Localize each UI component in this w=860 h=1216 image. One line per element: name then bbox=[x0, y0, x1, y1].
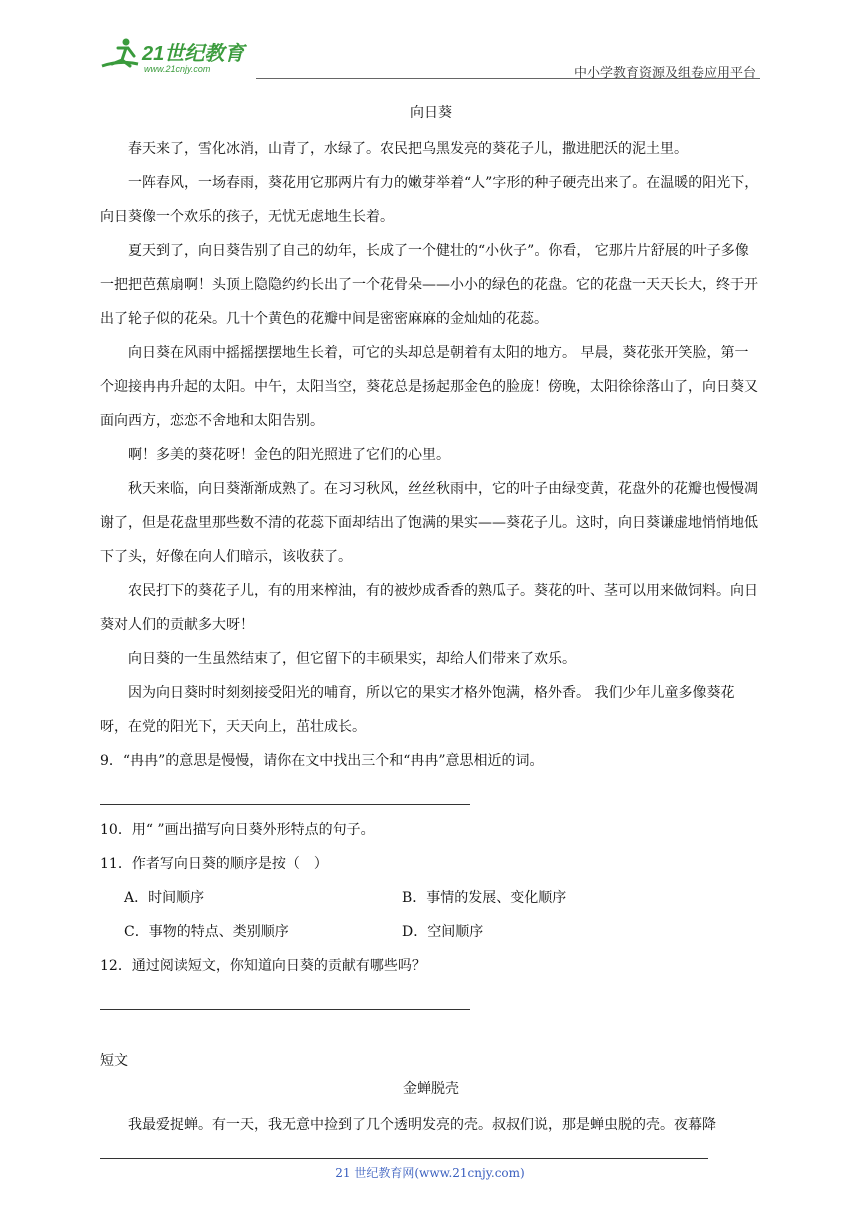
option-d[interactable]: D．空间顺序 bbox=[402, 924, 484, 940]
paragraph: 夏天到了，向日葵告别了自己的幼年，长成了一个健壮的“小伙子”。你看， 它那片片舒展的叶子多像一把把芭蕉扇啊！头顶上隐隐约约长出了一个花骨朵——小小的绿色的花盘。它的花盘一天天长大，终于开出了轮子似的花朵。几十个黄色的花瓣中间是密密麻麻的金灿灿的花蕊。 bbox=[100, 243, 758, 327]
paragraph: 春天来了，雪化冰消，山青了，水绿了。农民把乌黑发亮的葵花子儿，撒进肥沃的泥土里。 bbox=[128, 141, 688, 157]
passage-title-2: 金蝉脱壳 bbox=[403, 1081, 459, 1097]
footer-divider bbox=[100, 1158, 708, 1159]
question-12: 12．通过阅读短文，你知道向日葵的贡献有哪些吗？ bbox=[100, 958, 426, 974]
paragraph: 秋天来临，向日葵渐渐成熟了。在习习秋风，丝丝秋雨中，它的叶子由绿变黄，花盘外的花瓣也慢慢凋谢了，但是花盘里那些数不清的花蕊下面却结出了饱满的果实——葵花子儿。这时，向日葵谦虚地悄悄地低下了头，好像在向人们暗示，该收获了。 bbox=[100, 481, 758, 565]
question-11: 11．作者写向日葵的顺序是按（ ） bbox=[100, 856, 328, 872]
paragraph: 啊！多美的葵花呀！金色的阳光照进了它们的心里。 bbox=[128, 447, 450, 463]
logo-title: 21世纪教育 bbox=[142, 43, 245, 65]
runner-head-icon bbox=[123, 39, 130, 46]
option-a[interactable]: A．时间顺序 bbox=[124, 890, 205, 906]
page-header bbox=[98, 36, 760, 80]
answer-line-12[interactable] bbox=[100, 983, 470, 1010]
answer-line-9[interactable] bbox=[100, 778, 470, 805]
paragraph: 我最爱捉蝉。有一天，我无意中捡到了几个透明发亮的壳。叔叔们说，那是蝉虫脱的壳。夜幕降 bbox=[128, 1117, 716, 1133]
question-10: 10．用“ ”画出描写向日葵外形特点的句子。 bbox=[100, 822, 375, 838]
paragraph: 向日葵的一生虽然结束了，但它留下的丰硕果实，却给人们带来了欢乐。 bbox=[128, 651, 576, 667]
logo bbox=[98, 36, 268, 78]
passage-title: 向日葵 bbox=[410, 105, 452, 121]
question-9: 9．“冉冉”的意思是慢慢，请你在文中找出三个和“冉冉”意思相近的词。 bbox=[100, 753, 544, 769]
option-c[interactable]: C．事物的特点、类别顺序 bbox=[124, 924, 289, 940]
paragraph: 一阵春风，一场春雨，葵花用它那两片有力的嫩芽举着“人”字形的种子硬壳出来了。在温暖的阳光下，向日葵像一个欢乐的孩子，无忧无虑地生长着。 bbox=[100, 175, 759, 225]
header-divider bbox=[256, 78, 760, 79]
option-b[interactable]: B．事情的发展、变化顺序 bbox=[402, 890, 567, 906]
section-label: 短文 bbox=[100, 1053, 128, 1069]
paragraph: 农民打下的葵花子儿，有的用来榨油，有的被炒成香香的熟瓜子。葵花的叶、茎可以用来做饲料。向日葵对人们的贡献多大呀！ bbox=[100, 583, 758, 633]
logo-swoosh-icon bbox=[102, 62, 138, 66]
question-11-options bbox=[100, 881, 762, 949]
page-footer: 21 世纪教育网(www.21cnjy.com) bbox=[335, 1166, 525, 1180]
logo-url: www.21cnjy.com bbox=[144, 64, 211, 74]
platform-name: 中小学教育资源及组卷应用平台 bbox=[573, 66, 756, 81]
paragraph: 因为向日葵时时刻刻接受阳光的哺育，所以它的果实才格外饱满，格外香。 我们少年儿童多像葵花呀，在党的阳光下，天天向上，茁壮成长。 bbox=[100, 685, 735, 735]
paragraph: 向日葵在风雨中摇摇摆摆地生长着，可它的头却总是朝着有太阳的地方。 早晨，葵花张开笑脸，第一个迎接冉冉升起的太阳。中午，太阳当空，葵花总是扬起那金色的脸庞！傍晚，太阳徐徐落山了，向日葵又面向西方，恋恋不舍地和太阳告别。 bbox=[100, 345, 758, 429]
document-body bbox=[100, 100, 762, 1142]
